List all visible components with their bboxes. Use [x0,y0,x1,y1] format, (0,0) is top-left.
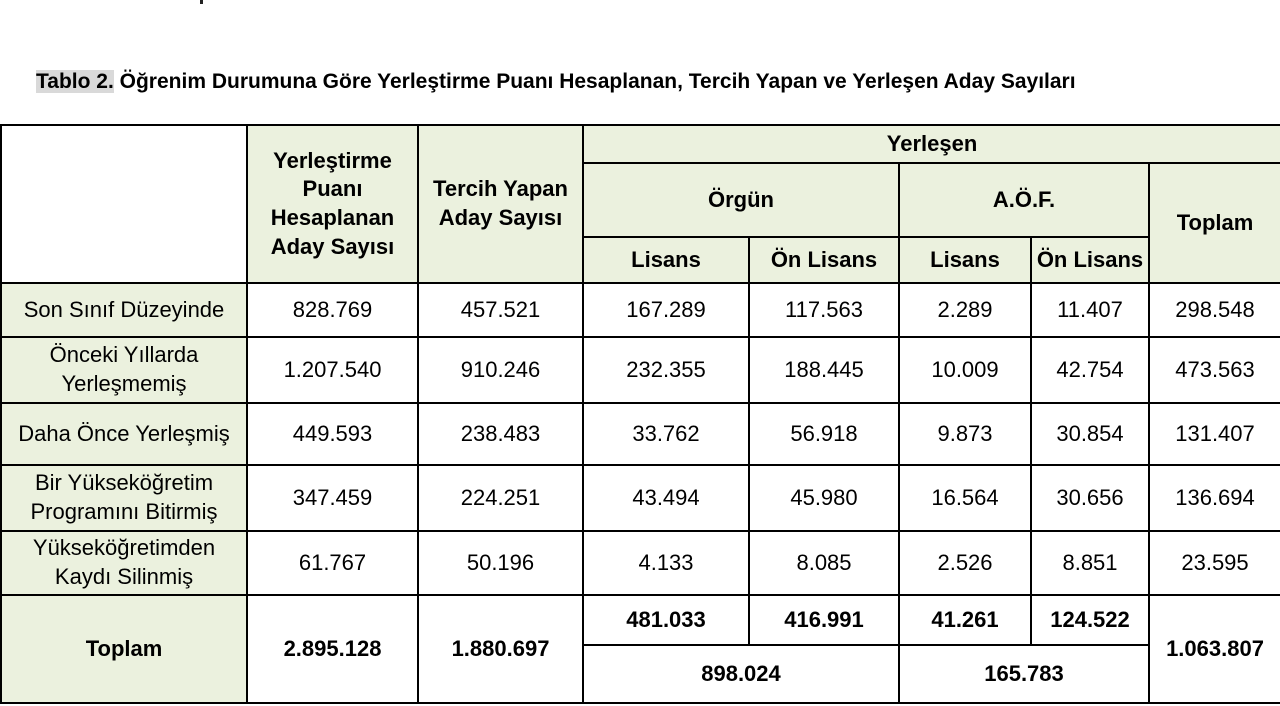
cell: 117.563 [749,283,899,337]
grand-total: 1.063.807 [1149,595,1280,703]
header-total: Toplam [1149,163,1280,283]
header-formal: Örgün [583,163,899,237]
row-label: Daha Önce Yerleşmiş [1,403,247,465]
table-row [1,283,1280,337]
cell: 457.521 [418,283,583,337]
cell: 23.595 [1149,531,1280,595]
total-open-education: 165.783 [899,645,1149,703]
cell: 30.656 [1031,465,1149,531]
table-row [1,465,1280,531]
total-label: Toplam [1,595,247,703]
cell: 30.854 [1031,403,1149,465]
table-caption [36,70,1076,94]
total-aof-bachelor: 41.261 [899,595,1031,645]
cell: 16.564 [899,465,1031,531]
cell: 45.980 [749,465,899,531]
table-row [1,531,1280,595]
cell: 43.494 [583,465,749,531]
cell: 224.251 [418,465,583,531]
cell: 298.548 [1149,283,1280,337]
total-aof-associate: 124.522 [1031,595,1149,645]
cell: 2.289 [899,283,1031,337]
corner-cell [1,125,247,283]
header-preference-count: Tercih Yapan Aday Sayısı [418,125,583,283]
total-placement-score: 2.895.128 [247,595,418,703]
cell: 1.207.540 [247,337,418,403]
header-open-education: A.Ö.F. [899,163,1149,237]
row-label: Son Sınıf Düzeyinde [1,283,247,337]
cell: 61.767 [247,531,418,595]
cell: 11.407 [1031,283,1149,337]
cell: 33.762 [583,403,749,465]
cell: 42.754 [1031,337,1149,403]
cell: 50.196 [418,531,583,595]
header-formal-associate: Ön Lisans [749,237,899,283]
total-row [1,595,1280,645]
cell: 2.526 [899,531,1031,595]
cell: 131.407 [1149,403,1280,465]
cell: 9.873 [899,403,1031,465]
total-formal-bachelor: 481.033 [583,595,749,645]
cell: 8.085 [749,531,899,595]
table-row [1,337,1280,403]
caption-number: Tablo 2. [36,70,114,93]
cell: 347.459 [247,465,418,531]
cell: 232.355 [583,337,749,403]
header-aof-bachelor: Lisans [899,237,1031,283]
total-preference-count: 1.880.697 [418,595,583,703]
header-placement-score: Yerleştirme Puanı Hesaplanan Aday Sayısı [247,125,418,283]
cell: 56.918 [749,403,899,465]
cell: 10.009 [899,337,1031,403]
cell: 910.246 [418,337,583,403]
cropped-text-line [200,0,760,4]
caption-text: Öğrenim Durumuna Göre Yerleştirme Puanı Hesaplanan, Tercih Yapan ve Yerleşen Aday Sayıları [119,70,1076,93]
placement-table [0,124,1280,704]
table-row [1,403,1280,465]
total-formal-associate: 416.991 [749,595,899,645]
cell: 8.851 [1031,531,1149,595]
cell: 449.593 [247,403,418,465]
cell: 828.769 [247,283,418,337]
header-placed: Yerleşen [583,125,1280,163]
header-formal-bachelor: Lisans [583,237,749,283]
row-label: Önceki Yıllarda Yerleşmemiş [1,337,247,403]
cell: 167.289 [583,283,749,337]
cell: 238.483 [418,403,583,465]
cell: 4.133 [583,531,749,595]
cell: 188.445 [749,337,899,403]
header-aof-associate: Ön Lisans [1031,237,1149,283]
total-formal: 898.024 [583,645,899,703]
cell: 136.694 [1149,465,1280,531]
cell: 473.563 [1149,337,1280,403]
row-label: Bir Yükseköğretim Programını Bitirmiş [1,465,247,531]
row-label: Yükseköğretimden Kaydı Silinmiş [1,531,247,595]
